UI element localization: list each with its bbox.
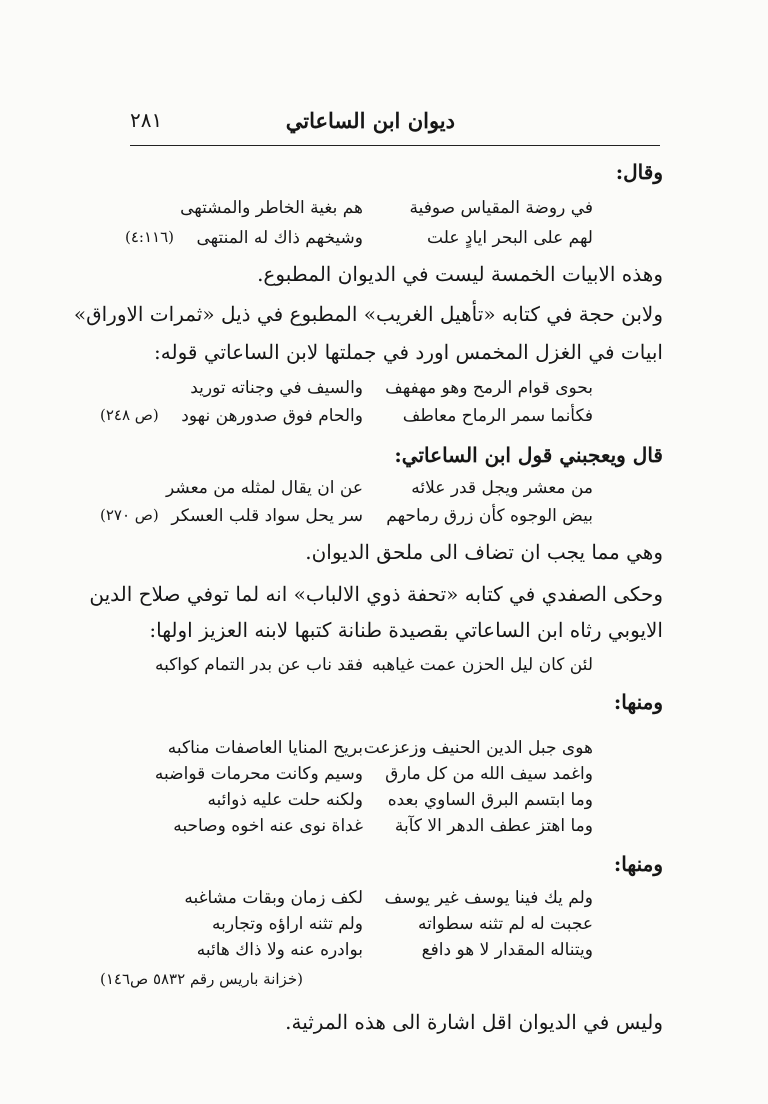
verse-line <box>125 764 593 790</box>
verse-hemistich-first: لهم على البحر ايادٍ علت <box>427 228 593 248</box>
verse-hemistich-second: لكف زمان وبقات مشاغبه <box>184 888 363 908</box>
verse-hemistich-second: ولم تثنه اراؤه وتجاربه <box>212 914 363 934</box>
verse-line <box>125 816 593 842</box>
paragraph: ابيات في الغزل المخمس اورد في جملتها لابن الساعاتي قوله: <box>154 340 663 364</box>
paragraph: الايوبي رثاه ابن الساعاتي بقصيدة طنانة كتبها لابنه العزيز اولها: <box>149 618 663 642</box>
verse-hemistich-second: فقد ناب عن بدر التمام كواكبه <box>154 655 363 675</box>
verse-hemistich-second: والسيف في وجناته توريد <box>190 378 363 398</box>
verse-hemistich-first: ولم يك فينا يوسف غير يوسف <box>384 888 593 908</box>
verse-hemistich-first: عجبت له لم تثنه سطواته <box>418 914 593 934</box>
verse-hemistich-second: وسيم وكانت محرمات قواضبه <box>154 764 363 784</box>
verse-citation: (ص ٢٤٨) <box>100 406 159 424</box>
minha-label: ومنها: <box>613 690 663 714</box>
verse-hemistich-first: هوى جبل الدين الحنيف وزعزعت <box>363 738 593 758</box>
verse-hemistich-first: واغمد سيف الله من كل مارق <box>385 764 593 784</box>
verse-hemistich-second: بريح المنايا العاصفات مناكبه <box>167 738 363 758</box>
running-title: ديوان ابن الساعاتي <box>285 108 455 133</box>
verse-line <box>100 378 593 404</box>
verse-hemistich-first: ويتناله المقدار لا هو دافع <box>421 940 593 960</box>
verse-hemistich-first: لئن كان ليل الحزن عمت غياهبه <box>371 655 593 675</box>
paragraph: ولابن حجة في كتابه «تأهيل الغريب» المطبوع في ذيل «ثمرات الاوراق» <box>73 302 663 326</box>
verse-line <box>100 506 593 532</box>
verse-hemistich-second: بوادره عنه ولا ذاك هائبه <box>196 940 363 960</box>
page-header <box>130 108 660 148</box>
verse-line <box>125 888 593 914</box>
verse-hemistich-first: في روضة المقياس صوفية <box>409 198 593 218</box>
verse-line <box>125 228 593 254</box>
verse-hemistich-second: هم بغية الخاطر والمشتهى <box>180 198 363 218</box>
verse-hemistich-first: وما اهتز عطف الدهر الا كآبة <box>394 816 593 836</box>
verse-line <box>100 478 593 504</box>
verse-line <box>125 198 593 224</box>
qal-label: وقال: <box>615 160 663 184</box>
paragraph: وهي مما يجب ان تضاف الى ملحق الديوان. <box>305 540 663 564</box>
verse-hemistich-second: ولكنه حلت عليه ذوائبه <box>207 790 363 810</box>
paragraph: وحكى الصفدي في كتابه «تحفة ذوي الالباب» انه لما توفي صلاح الدين <box>89 582 663 606</box>
verse-hemistich-first: وما ابتسم البرق الساوي بعده <box>387 790 593 810</box>
paragraph: وليس في الديوان اقل اشارة الى هذه المرثية. <box>285 1010 663 1034</box>
verse-line <box>125 738 593 764</box>
verse-hemistich-second: غداة نوى عنه اخوه وصاحبه <box>173 816 363 836</box>
paragraph: قال ويعجبني قول ابن الساعاتي: <box>394 443 663 467</box>
verse-line <box>125 655 593 681</box>
verse-hemistich-first: من معشر ويجل قدر علائه <box>411 478 593 498</box>
header-rule <box>130 145 660 146</box>
verse-line <box>125 790 593 816</box>
verse-hemistich-first: بحوى قوام الرمح وهو مهفهف <box>385 378 593 398</box>
verse-hemistich-second: وشيخهم ذاك له المنتهى <box>196 228 363 248</box>
minha-label: ومنها: <box>613 852 663 876</box>
verse-hemistich-second: والحام فوق صدورهن نهود <box>181 406 363 426</box>
verse-citation: (٤:١١٦) <box>125 228 174 246</box>
verse-hemistich-first: فكأنما سمر الرماح معاطف <box>402 406 593 426</box>
page-number: ٢٨١ <box>130 108 163 132</box>
verse-line <box>100 406 593 432</box>
verse-line <box>125 940 593 966</box>
verse-hemistich-second: عن ان يقال لمثله من معشر <box>166 478 363 498</box>
verse-line <box>125 914 593 940</box>
verse-hemistich-second: سر يحل سواد قلب العسكر <box>171 506 363 526</box>
verse-hemistich-first: بيض الوجوه كأن زرق رماحهم <box>386 506 593 526</box>
source-citation: (خزانة باريس رقم ٥٨٣٢ ص١٤٦) <box>100 970 303 988</box>
verse-citation: (ص ٢٧٠) <box>100 506 159 524</box>
paragraph: وهذه الابيات الخمسة ليست في الديوان المطبوع. <box>257 262 663 286</box>
